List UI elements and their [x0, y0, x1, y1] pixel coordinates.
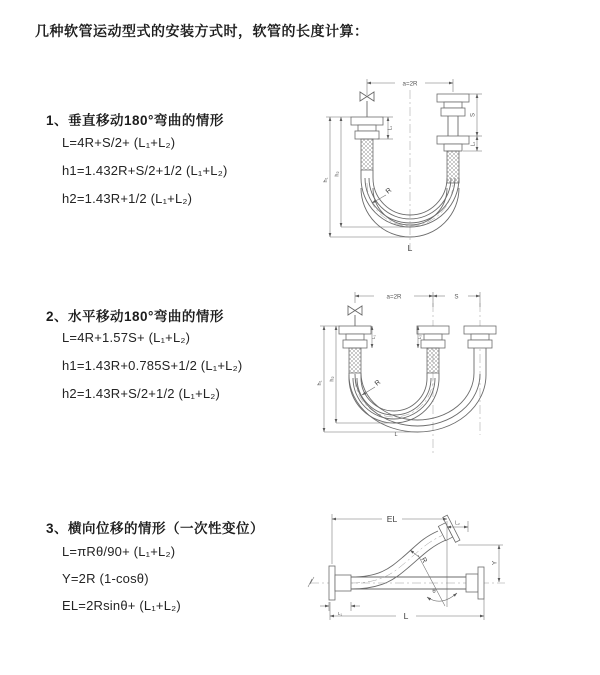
- dim-label-l1: L₁: [337, 611, 343, 616]
- dim-label-span: a=2R: [386, 293, 402, 301]
- braided-hose-section: [447, 151, 459, 183]
- section-1-formula-h1: h1=1.432R+S/2+1/2 (L₁+L₂): [62, 163, 228, 178]
- section-3-formula-L: L=πRθ/90+ (L₁+L₂): [62, 544, 176, 559]
- section-3-formula-Y: Y=2R (1-cosθ): [62, 571, 149, 586]
- section-2-heading: 2、水平移动180°弯曲的情形: [46, 309, 224, 324]
- dim-label-span: a=2R: [402, 80, 418, 88]
- moving-pipe-fitting: [437, 94, 469, 183]
- diagram-vertical-180-bend: [310, 70, 600, 260]
- dim-label-l2: L₂: [455, 520, 460, 527]
- dim-label-h1: h₁: [317, 380, 323, 386]
- dim-label-l2: L₂: [470, 141, 477, 147]
- dim-label-stroke: S: [470, 112, 477, 118]
- section-2-formula-h2: h2=1.43R+S/2+1/2 (L₁+L₂): [62, 386, 221, 401]
- section-2-formula-L: L=4R+1.57S+ (L₁+L₂): [62, 330, 191, 345]
- dim-label-h1: h₁: [323, 177, 329, 183]
- section-1-formula-h2: h2=1.43R+1/2 (L₁+L₂): [62, 191, 193, 206]
- dim-label-length: L: [403, 610, 409, 621]
- diagram-lateral-displacement: [300, 505, 600, 645]
- dim-label-l1: L₁: [387, 125, 394, 131]
- dim-label-l1: L₁: [371, 334, 376, 340]
- dim-label-theta: θ: [432, 589, 436, 595]
- dim-label-length: L: [407, 243, 413, 253]
- dim-label-length: L: [394, 432, 398, 438]
- dim-label-radius: R: [373, 378, 383, 388]
- braided-hose-section: [361, 139, 373, 170]
- valve-icon: [348, 306, 362, 315]
- diagram-horizontal-180-bend: [310, 283, 600, 463]
- pipe-fittings: [329, 515, 484, 600]
- dimension-labels: [338, 514, 499, 621]
- dim-label-l2: L₂: [417, 334, 422, 340]
- braided-hose-section: [427, 348, 439, 373]
- section-3-heading: 3、横向位移的情形（一次性变位）: [46, 521, 265, 536]
- hose-loop: [349, 348, 486, 432]
- dimension-lines: [320, 514, 503, 620]
- dimension-lines: [320, 292, 480, 432]
- dim-label-stroke: S: [454, 293, 459, 301]
- dim-label-radius: R: [419, 556, 428, 565]
- section-2-formula-h1: h1=1.43R+0.785S+1/2 (L₁+L₂): [62, 358, 243, 373]
- braided-hose-section: [349, 348, 361, 373]
- centerline-break-mark: [308, 577, 314, 587]
- dim-label-el: EL: [386, 513, 398, 524]
- dim-label-y: Y: [491, 560, 499, 566]
- hose-curve: [351, 531, 446, 589]
- section-1-heading: 1、垂直移动180°弯曲的情形: [46, 113, 224, 128]
- dim-label-radius: R: [384, 186, 394, 196]
- page-title: 几种软管运动型式的安装方式时，软管的长度计算：: [35, 23, 369, 39]
- fixed-pipe-fitting: [351, 92, 383, 170]
- dim-label-h2: h₂: [334, 171, 341, 177]
- section-1-formula-L: L=4R+S/2+ (L₁+L₂): [62, 135, 176, 150]
- section-3-formula-EL: EL=2Rsinθ+ (L₁+L₂): [62, 598, 181, 613]
- dim-label-h2: h₂: [329, 376, 336, 382]
